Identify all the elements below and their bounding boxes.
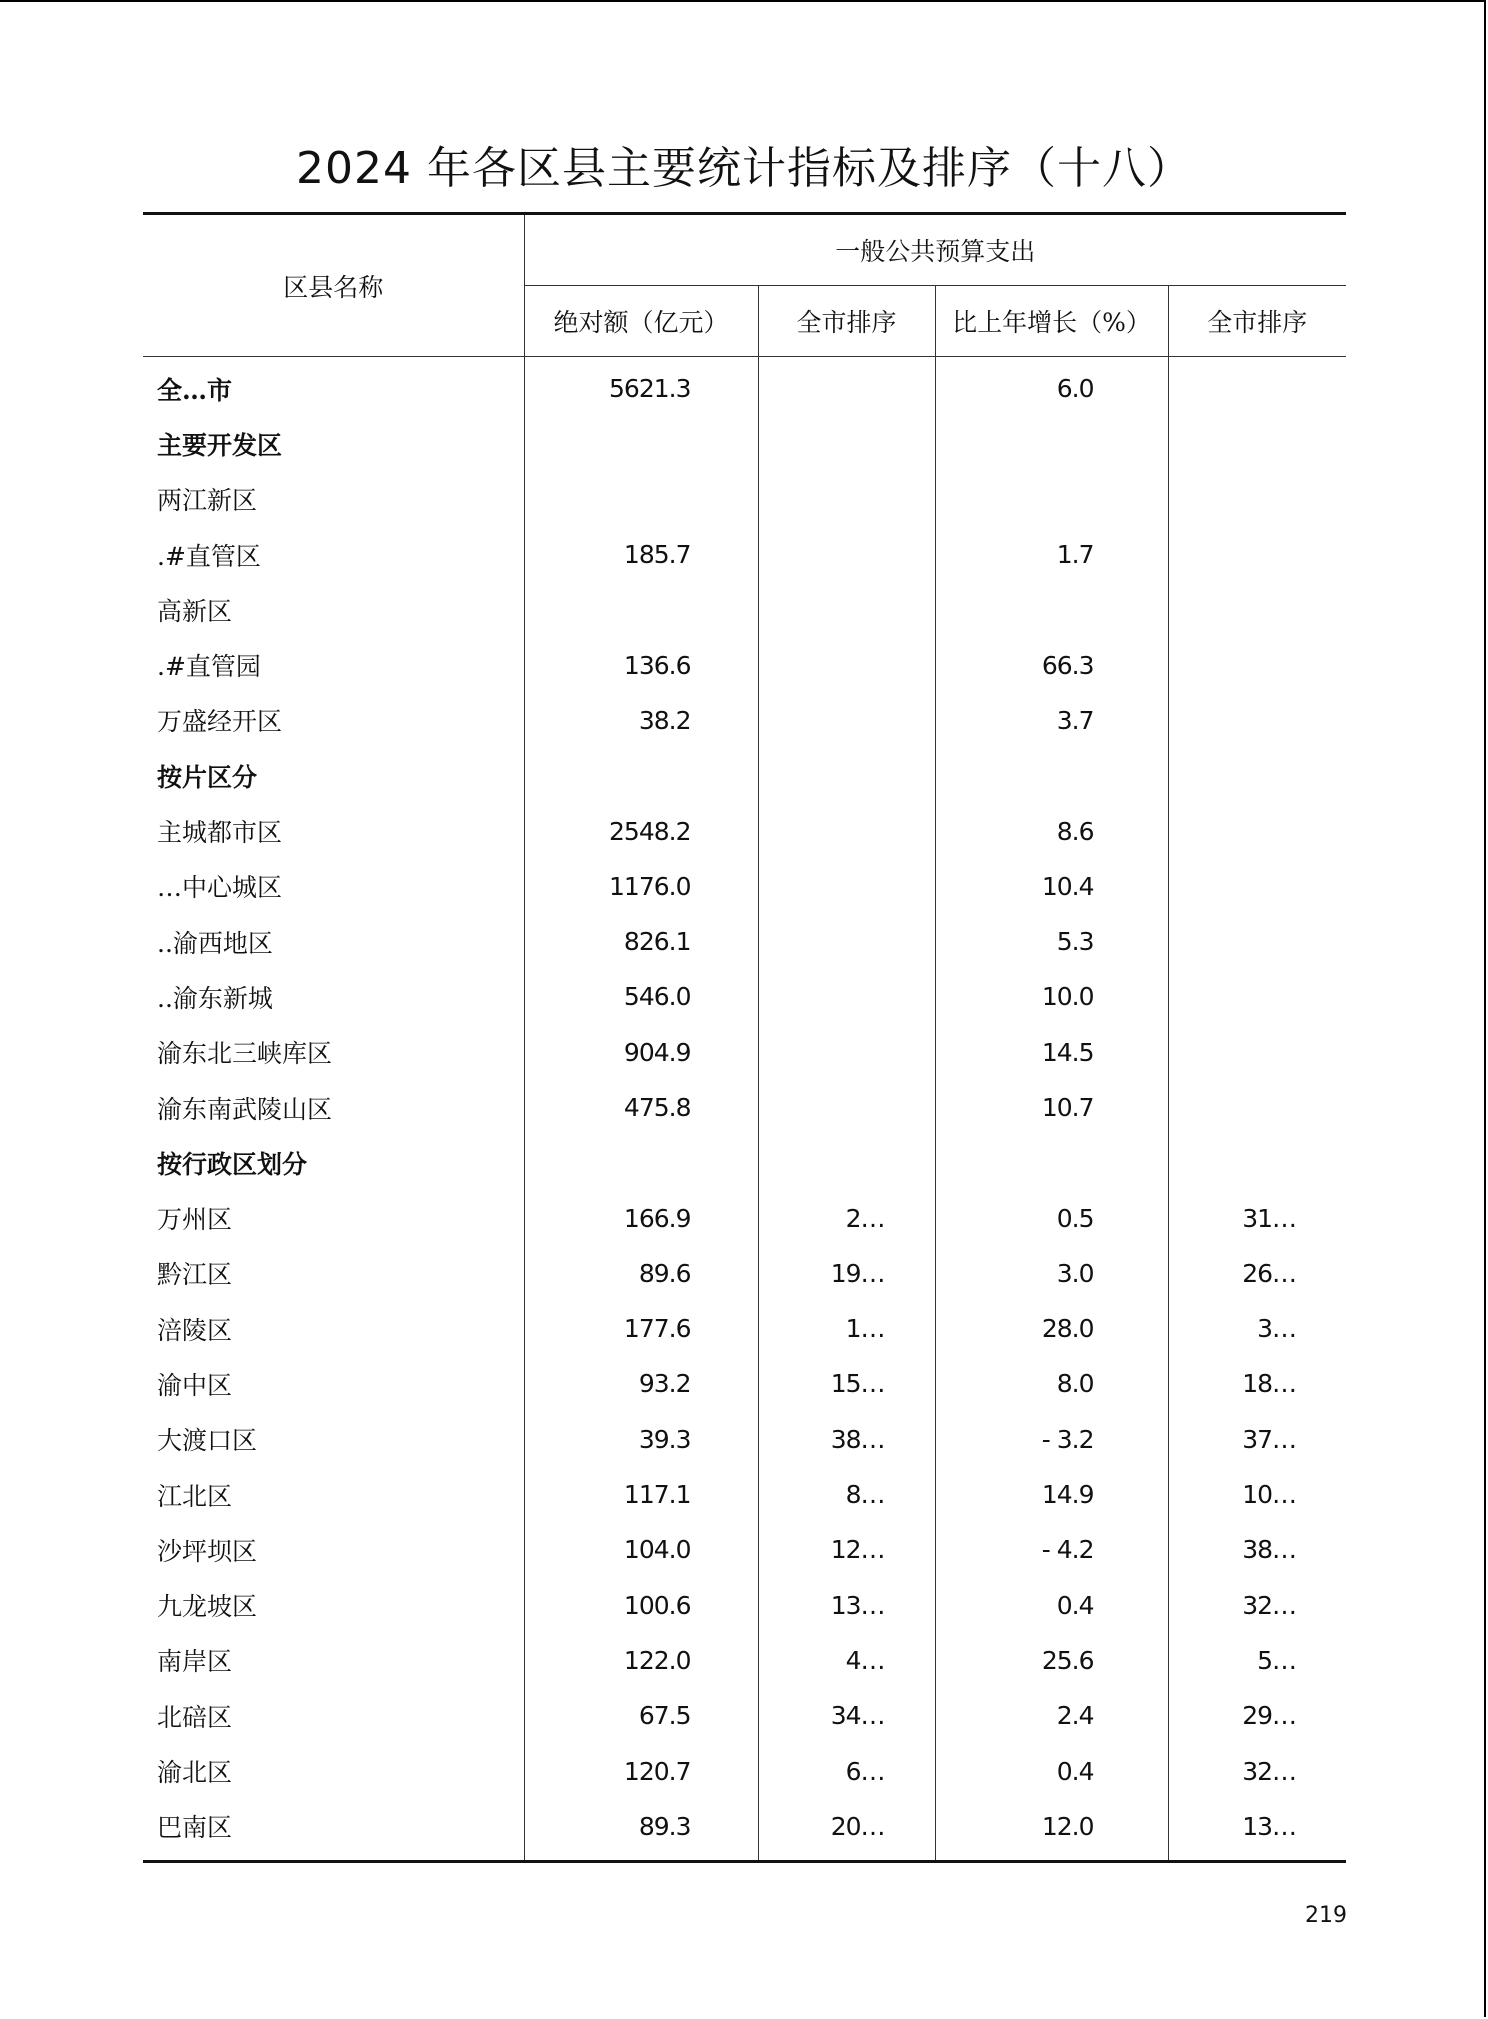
cell-absolute-amount (524, 748, 758, 803)
cell-growth: 5.3 (935, 914, 1168, 969)
cell-absolute-amount: 89.3 (524, 1799, 758, 1862)
cell-absolute-amount: 546.0 (524, 969, 758, 1024)
cell-district-name: .#直管园 (157, 652, 261, 682)
header-growth: 比上年增长（%） (935, 286, 1168, 357)
cell-absolute-amount: 67.5 (524, 1688, 758, 1743)
cell-absolute-amount: 120.7 (524, 1743, 758, 1798)
cell-absolute-amount (524, 472, 758, 527)
table-row (143, 1799, 1346, 1862)
cell-district-name: …中心城区 (157, 873, 283, 903)
cell-absolute-amount: 1176.0 (524, 859, 758, 914)
cell-district-name: 按片区分 (157, 762, 258, 792)
cell-district-name: 按行政区划分 (157, 1149, 308, 1179)
cell-absolute-amount: 39.3 (524, 1412, 758, 1467)
cell-absolute-amount (524, 416, 758, 471)
table-row (143, 1356, 1346, 1411)
cell-growth: 6.0 (935, 357, 1168, 417)
table-row (143, 1301, 1346, 1356)
table-row (143, 1412, 1346, 1467)
cell-growth (935, 416, 1168, 471)
table-row (143, 1025, 1346, 1080)
cell-district-name: 渝中区 (157, 1370, 233, 1400)
table-row (143, 1688, 1346, 1743)
table-row (143, 637, 1346, 692)
cell-rank-amount (758, 472, 935, 527)
cell-growth: 0.5 (935, 1190, 1168, 1245)
table-row (143, 527, 1346, 582)
cell-rank-growth (1168, 1135, 1346, 1190)
cell-district-name: 高新区 (157, 596, 233, 626)
cell-rank-growth (1168, 803, 1346, 858)
cell-district-name: 主城都市区 (157, 818, 283, 848)
cell-growth: 2.4 (935, 1688, 1168, 1743)
cell-rank-growth: 10… (1168, 1467, 1346, 1522)
cell-growth: 28.0 (935, 1301, 1168, 1356)
cell-growth: 8.6 (935, 803, 1168, 858)
table-row (143, 1190, 1346, 1245)
cell-rank-growth (1168, 1025, 1346, 1080)
cell-rank-amount: 2… (758, 1190, 935, 1245)
cell-rank-growth (1168, 582, 1346, 637)
table-row (143, 914, 1346, 969)
cell-growth: 0.4 (935, 1743, 1168, 1798)
cell-growth: 14.9 (935, 1467, 1168, 1522)
cell-absolute-amount: 122.0 (524, 1633, 758, 1688)
cell-rank-amount (758, 1135, 935, 1190)
cell-growth: 10.4 (935, 859, 1168, 914)
cell-rank-amount (758, 803, 935, 858)
cell-rank-amount: 12… (758, 1522, 935, 1577)
cell-growth (935, 472, 1168, 527)
header-absolute-amount: 绝对额（亿元） (524, 286, 758, 357)
cell-absolute-amount: 166.9 (524, 1190, 758, 1245)
table-row (143, 1467, 1346, 1522)
cell-rank-amount (758, 637, 935, 692)
cell-district-name: 渝东南武陵山区 (157, 1094, 333, 1124)
cell-rank-amount: 6… (758, 1743, 935, 1798)
header-rank-amount: 全市排序 (758, 286, 935, 357)
cell-district-name: 九龙坡区 (157, 1592, 258, 1622)
cell-rank-growth (1168, 527, 1346, 582)
header-budget-expenditure: 一般公共预算支出 (524, 214, 1346, 286)
cell-rank-amount (758, 1080, 935, 1135)
cell-district-name: 南岸区 (157, 1647, 233, 1677)
cell-rank-growth (1168, 472, 1346, 527)
cell-absolute-amount: 93.2 (524, 1356, 758, 1411)
cell-absolute-amount: 104.0 (524, 1522, 758, 1577)
cell-absolute-amount: 177.6 (524, 1301, 758, 1356)
cell-growth: 1.7 (935, 527, 1168, 582)
cell-growth (935, 748, 1168, 803)
table-row (143, 582, 1346, 637)
cell-district-name: 两江新区 (157, 486, 258, 516)
table-row (143, 1080, 1346, 1135)
cell-rank-amount (758, 969, 935, 1024)
cell-absolute-amount: 89.6 (524, 1246, 758, 1301)
cell-district-name: ..渝东新城 (157, 983, 273, 1013)
cell-absolute-amount: 826.1 (524, 914, 758, 969)
cell-rank-amount: 1… (758, 1301, 935, 1356)
cell-rank-amount (758, 859, 935, 914)
cell-rank-growth: 3… (1168, 1301, 1346, 1356)
cell-district-name: 全…市 (157, 375, 233, 405)
table-row (143, 803, 1346, 858)
cell-rank-amount: 20… (758, 1799, 935, 1862)
cell-absolute-amount: 38.2 (524, 693, 758, 748)
cell-district-name: 涪陵区 (157, 1315, 233, 1345)
header-rank-growth: 全市排序 (1168, 286, 1346, 357)
cell-rank-amount (758, 748, 935, 803)
cell-growth: - 3.2 (935, 1412, 1168, 1467)
cell-district-name: 万州区 (157, 1205, 233, 1235)
cell-district-name: 主要开发区 (157, 430, 283, 460)
table-row (143, 416, 1346, 471)
cell-district-name: 大渡口区 (157, 1426, 258, 1456)
cell-growth: 14.5 (935, 1025, 1168, 1080)
cell-rank-amount (758, 693, 935, 748)
cell-district-name: 渝北区 (157, 1758, 233, 1788)
cell-absolute-amount (524, 582, 758, 637)
cell-district-name: 沙坪坝区 (157, 1536, 258, 1566)
cell-absolute-amount (524, 1135, 758, 1190)
cell-rank-amount (758, 914, 935, 969)
cell-absolute-amount: 136.6 (524, 637, 758, 692)
table-row (143, 748, 1346, 803)
table-row (143, 1522, 1346, 1577)
cell-growth: 8.0 (935, 1356, 1168, 1411)
cell-rank-growth (1168, 637, 1346, 692)
cell-growth: - 4.2 (935, 1522, 1168, 1577)
cell-rank-amount (758, 527, 935, 582)
header-district-name: 区县名称 (143, 214, 524, 357)
cell-growth: 66.3 (935, 637, 1168, 692)
cell-growth (935, 582, 1168, 637)
table-row (143, 357, 1346, 417)
cell-rank-amount (758, 582, 935, 637)
table-row (143, 969, 1346, 1024)
cell-absolute-amount: 100.6 (524, 1578, 758, 1633)
cell-growth: 12.0 (935, 1799, 1168, 1862)
cell-district-name: .#直管区 (157, 541, 261, 571)
cell-rank-amount: 38… (758, 1412, 935, 1467)
cell-rank-growth: 29… (1168, 1688, 1346, 1743)
cell-absolute-amount: 117.1 (524, 1467, 758, 1522)
table-row (143, 1246, 1346, 1301)
table-row (143, 859, 1346, 914)
cell-district-name: 渝东北三峡库区 (157, 1039, 333, 1069)
cell-rank-growth: 18… (1168, 1356, 1346, 1411)
table-row (143, 693, 1346, 748)
cell-rank-growth (1168, 357, 1346, 417)
cell-rank-amount: 19… (758, 1246, 935, 1301)
statistics-table (143, 212, 1346, 1863)
cell-rank-amount (758, 1025, 935, 1080)
cell-district-name: ..渝西地区 (157, 928, 273, 958)
cell-rank-growth (1168, 748, 1346, 803)
cell-rank-growth: 26… (1168, 1246, 1346, 1301)
page-title: 2024 年各区县主要统计指标及排序（十八） (296, 143, 1192, 194)
cell-rank-growth: 5… (1168, 1633, 1346, 1688)
cell-rank-amount: 8… (758, 1467, 935, 1522)
cell-growth: 10.7 (935, 1080, 1168, 1135)
cell-growth: 3.0 (935, 1246, 1168, 1301)
table-row (143, 1578, 1346, 1633)
cell-rank-growth (1168, 859, 1346, 914)
cell-rank-growth: 37… (1168, 1412, 1346, 1467)
cell-growth: 3.7 (935, 693, 1168, 748)
cell-rank-growth: 32… (1168, 1743, 1346, 1798)
cell-growth: 25.6 (935, 1633, 1168, 1688)
cell-rank-amount: 13… (758, 1578, 935, 1633)
page-number: 219 (1305, 1903, 1347, 1928)
cell-rank-growth (1168, 914, 1346, 969)
cell-rank-growth: 38… (1168, 1522, 1346, 1577)
cell-absolute-amount: 904.9 (524, 1025, 758, 1080)
cell-absolute-amount: 2548.2 (524, 803, 758, 858)
cell-absolute-amount: 5621.3 (524, 357, 758, 417)
table-row (143, 1135, 1346, 1190)
cell-growth: 0.4 (935, 1578, 1168, 1633)
cell-growth: 10.0 (935, 969, 1168, 1024)
table-row (143, 1633, 1346, 1688)
cell-rank-growth: 13… (1168, 1799, 1346, 1862)
cell-rank-growth: 31… (1168, 1190, 1346, 1245)
cell-rank-amount (758, 357, 935, 417)
cell-rank-amount: 34… (758, 1688, 935, 1743)
table-row (143, 472, 1346, 527)
cell-district-name: 北碚区 (157, 1702, 233, 1732)
cell-absolute-amount: 185.7 (524, 527, 758, 582)
cell-rank-growth (1168, 1080, 1346, 1135)
table-row (143, 1743, 1346, 1798)
cell-district-name: 黔江区 (157, 1260, 233, 1290)
cell-rank-growth (1168, 969, 1346, 1024)
cell-growth (935, 1135, 1168, 1190)
cell-rank-amount: 4… (758, 1633, 935, 1688)
cell-rank-growth (1168, 416, 1346, 471)
cell-absolute-amount: 475.8 (524, 1080, 758, 1135)
cell-rank-growth (1168, 693, 1346, 748)
cell-district-name: 万盛经开区 (157, 707, 283, 737)
cell-rank-amount: 15… (758, 1356, 935, 1411)
table-body (143, 357, 1346, 1862)
cell-rank-amount (758, 416, 935, 471)
cell-rank-growth: 32… (1168, 1578, 1346, 1633)
cell-district-name: 江北区 (157, 1481, 233, 1511)
cell-district-name: 巴南区 (143, 1799, 524, 1862)
